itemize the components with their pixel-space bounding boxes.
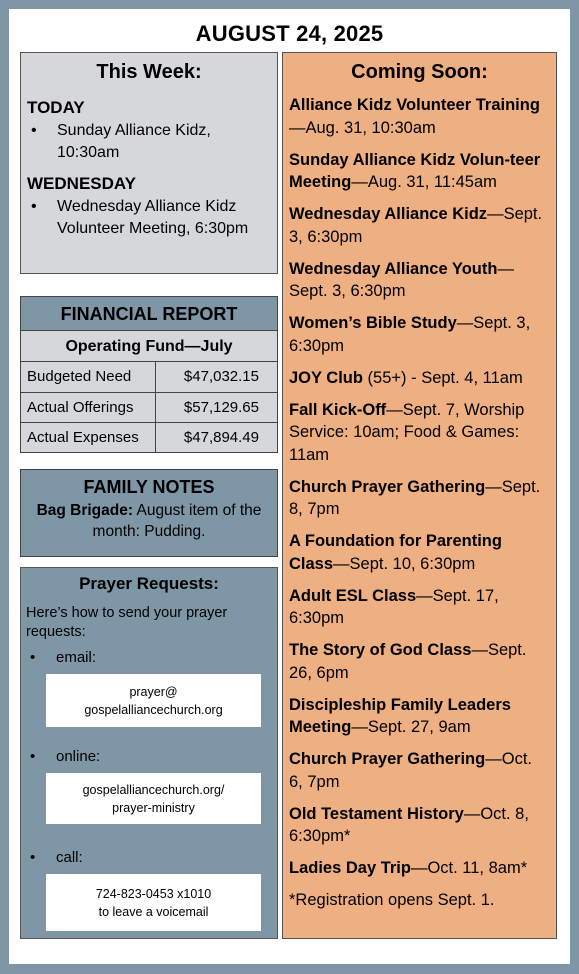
event-name: Adult ESL Class <box>289 586 417 605</box>
event-name: Wednesday Alliance Kidz <box>289 205 488 223</box>
row-label: Budgeted Need <box>21 362 155 392</box>
row-value: $47,032.15 <box>155 362 277 392</box>
event-name: The Story of God Class <box>289 641 472 659</box>
coming-soon-title: Coming Soon: <box>351 61 488 83</box>
wednesday-list <box>27 196 271 240</box>
table-row <box>21 362 277 392</box>
event-name: Sunday Alliance Kidz Volun-teer Meeting <box>289 150 541 191</box>
event-detail: —Oct. 8, 6:30pm* <box>289 804 529 845</box>
event-name: Wednesday Alliance Youth <box>289 259 498 278</box>
table-row <box>21 422 277 452</box>
event-detail: —Sept. 8, 7pm <box>289 477 541 518</box>
call-box <box>46 874 261 931</box>
event-item <box>289 149 550 194</box>
event-detail: —Aug. 31, 11:45am <box>351 173 497 191</box>
event-item <box>289 530 550 575</box>
family-notes-text: August item of the month: Pudding. <box>92 502 262 540</box>
day-label-today: TODAY <box>27 98 85 117</box>
event-item <box>289 312 550 357</box>
event-detail: —Sept. 27, 9am <box>351 718 471 736</box>
event-name: Discipleship Family Leaders Meeting <box>289 695 511 736</box>
event-name: A Foundation for Parenting Class <box>289 532 502 573</box>
event-item <box>289 399 550 467</box>
table-row <box>21 392 277 422</box>
financial-report <box>20 296 278 453</box>
event-item <box>289 803 550 848</box>
prayer-method-call: • call: <box>26 848 272 868</box>
event-name: Alliance Kidz Volunteer Training <box>289 96 540 114</box>
today-list <box>27 120 271 164</box>
financial-report-title: FINANCIAL REPORT <box>21 297 277 331</box>
event-item <box>289 748 550 793</box>
family-notes-body <box>21 500 277 542</box>
prayer-requests-panel <box>20 567 278 939</box>
event-item <box>289 857 550 880</box>
event-item <box>289 639 550 684</box>
row-label: Actual Offerings <box>21 392 155 422</box>
prayer-method-email: • email: <box>26 648 272 668</box>
call-line-1: 724-823-0453 x1010 <box>95 886 212 901</box>
online-line-2: prayer-ministry <box>112 800 195 815</box>
event-item <box>289 476 550 521</box>
event-detail: —Sept. 7, Worship Service: 10am; Food & Games: 11am <box>289 400 525 464</box>
event-detail: —Sept. 3, 6:30pm <box>289 259 514 300</box>
event-name: Church Prayer Gathering <box>289 750 486 768</box>
online-box <box>46 773 261 824</box>
wednesday-item: • Wednesday Alliance Kidz Volunteer Meeting, 6:30pm <box>27 196 271 240</box>
event-name: Old Testament History <box>289 804 464 823</box>
bulletin-page <box>9 9 570 964</box>
email-box <box>46 674 261 727</box>
prayer-requests-title: Prayer Requests: <box>79 574 219 593</box>
this-week-panel <box>20 52 278 274</box>
event-item <box>289 694 550 739</box>
row-label: Actual Expenses <box>21 422 155 452</box>
event-detail: —Sept. 10, 6:30pm <box>333 554 476 573</box>
online-line-1: gospelalliancechurch.org/ <box>82 782 225 797</box>
day-label-wednesday: WEDNESDAY <box>27 174 136 193</box>
row-value: $57,129.65 <box>155 392 277 422</box>
event-detail: (55+) - Sept. 4, 11am <box>362 368 523 387</box>
event-item <box>289 585 550 630</box>
event-name: Women’s Bible Study <box>289 314 457 332</box>
event-detail: —Oct. 6, 7pm <box>289 750 532 791</box>
row-value: $47,894.49 <box>183 428 259 446</box>
event-detail: —Oct. 11, 8am* <box>410 859 528 877</box>
prayer-method-online: • online: <box>26 747 272 767</box>
event-detail: —Sept. 17, 6:30pm <box>289 586 499 627</box>
event-detail: —Aug. 31, 10:30am <box>289 118 436 137</box>
event-item <box>289 367 550 390</box>
family-notes-panel <box>20 469 278 557</box>
event-detail: —Sept. 3, 6:30pm <box>289 314 531 355</box>
financial-report-subtitle: Operating Fund—July <box>21 331 277 362</box>
event-detail: —Sept. 3, 6:30pm <box>289 205 543 246</box>
event-name: Fall Kick-Off <box>289 400 387 419</box>
call-line-2: to leave a voicemail <box>98 904 209 919</box>
bulletin-date: AUGUST 24, 2025 <box>195 21 384 46</box>
event-detail: —Sept. 26, 6pm <box>289 641 527 682</box>
event-name: Ladies Day Trip <box>289 859 411 877</box>
family-notes-title: FAMILY NOTES <box>83 477 215 497</box>
email-line-1: prayer@ <box>129 684 178 699</box>
event-item <box>289 258 550 303</box>
registration-footnote: *Registration opens Sept. 1. <box>289 891 495 909</box>
event-item <box>289 203 550 248</box>
event-name: JOY Club <box>289 368 363 387</box>
today-item: • Sunday Alliance Kidz, 10:30am <box>27 120 271 164</box>
event-item <box>289 94 550 139</box>
prayer-intro: Here’s how to send your prayer requests: <box>26 605 228 640</box>
financial-table <box>21 362 277 452</box>
coming-soon-panel <box>282 52 557 939</box>
family-notes-bold: Bag Brigade: <box>36 502 134 519</box>
this-week-title: This Week: <box>96 61 202 83</box>
event-name: Church Prayer Gathering <box>289 477 486 496</box>
email-line-2: gospelalliancechurch.org <box>84 702 223 717</box>
